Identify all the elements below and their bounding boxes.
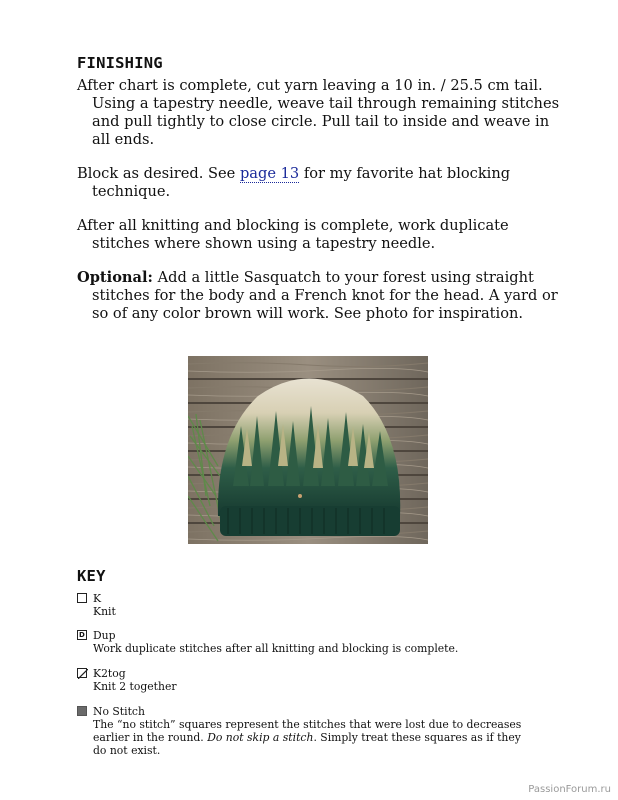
key-description: Knit 2 together [93,680,177,693]
optional-text: Add a little Sasquatch to your forest using straight stitches for the body and a French knot for the head. A yard or so of any color brown will work. See photo for inspiration. [92,269,558,322]
key-item-dup-text [93,629,533,655]
optional-label: Optional: [77,269,153,286]
key-name: No Stitch [93,705,145,718]
no-stitch-desc-end: . Simply treat these squares as if they do not exist. [93,731,521,757]
duplicate-stitch-icon [77,630,87,640]
key-name: K2tog [93,667,126,680]
finishing-paragraph-2 [77,165,567,201]
key-item-no-stitch-text [93,705,533,757]
key-description: Knit [93,605,116,618]
key-description: Work duplicate stitches after all knitting and blocking is complete. [93,642,459,655]
no-stitch-desc-start: The “no stitch” squares represent the stitches that were lost due to decreases earlier in the round. [93,718,522,744]
key-name: K [93,592,102,605]
no-stitch-desc-emphasis: Do not skip a stitch [207,731,314,744]
page-13-link[interactable]: page 13 [239,165,300,182]
filled-square-icon [77,706,87,716]
finishing-paragraph-4 [77,269,567,323]
finishing-paragraph-3: After all knitting and blocking is complete, work duplicate stitches where shown using a tapestry needle. [77,217,509,252]
key-item-knit-text [93,592,533,618]
hat-photo [188,356,428,544]
finishing-paragraph-1: After chart is complete, cut yarn leaving a 10 in. / 25.5 cm tail. Using a tapestry needle, weave tail through remaining stitches and pull tightly to close circle. Pull tail to inside and weave in all ends. [77,77,560,148]
finishing-heading: FINISHING [77,54,163,72]
paragraph-2-text-start: Block as desired. See [77,165,240,182]
key-heading: KEY [77,567,106,585]
key-item-k2tog-text [93,667,533,693]
paragraph-2-text-end: for my favorite hat blocking technique. [92,165,511,200]
key-description [93,718,533,757]
blank-square-icon [77,593,87,603]
k2tog-slash-icon [77,668,87,678]
watermark: PassionForum.ru [528,784,611,795]
key-name: Dup [93,629,116,642]
